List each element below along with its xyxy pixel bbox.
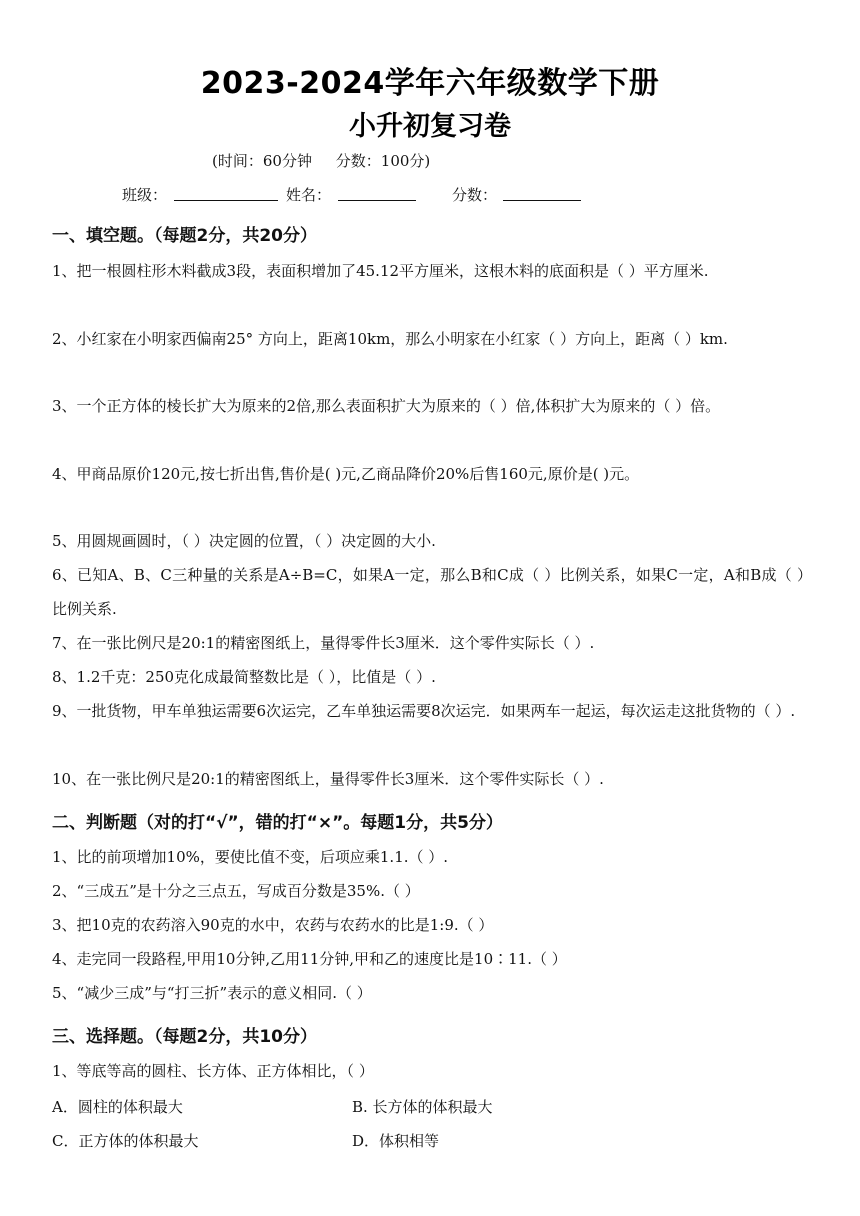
question-2-2: 2、“三成五”是十分之三点五，写成百分数是35%.（ ）	[52, 882, 420, 900]
question-1-7: 7、在一张比例尺是20:1的精密图纸上，量得零件长3厘米．这个零件实际长（ ）.	[52, 634, 595, 652]
question-2-1: 1、比的前项增加10%，要使比值不变，后项应乘1.1.（ ）.	[52, 848, 449, 866]
name-blank[interactable]	[338, 184, 416, 201]
score-label: 分数：	[452, 186, 498, 204]
question-1-6: 6、已知A、B、C三种量的关系是A÷B=C，如果A一定，那么B和C成（ ）比例关系，如果C一定，A和B成（ ）比例关系.	[52, 566, 812, 618]
class-blank[interactable]	[174, 184, 278, 201]
question-2-3: 3、把10克的农药溶入90克的水中，农药与农药水的比是1:9.（ ）	[52, 916, 494, 934]
question-1-1: 1、把一根圆柱形木料截成3段，表面积增加了45.12平方厘米，这根木料的底面积是（ ）平方厘米.	[52, 262, 709, 280]
name-label: 姓名：	[286, 186, 332, 204]
question-1-3: 3、一个正方体的棱长扩大为原来的2倍,那么表面积扩大为原来的（ ）倍,体积扩大为原来的（ ）倍。	[52, 397, 721, 415]
section-fill-in-heading: 一、填空题。（每题2分，共20分）	[52, 226, 317, 246]
exam-title: 2023-2024学年六年级数学下册	[200, 66, 660, 101]
option-a[interactable]: A．圆柱的体积最大	[52, 1098, 183, 1116]
question-1-4: 4、甲商品原价120元,按七折出售,售价是( )元,乙商品降价20%后售160元,原价是( )元。	[52, 465, 640, 483]
option-b[interactable]: B. 长方体的体积最大	[352, 1098, 493, 1116]
section-true-false-heading: 二、判断题（对的打“√”，错的打“×”。每题1分，共5分）	[52, 813, 503, 833]
question-1-2: 2、小红家在小明家西偏南25° 方向上，距离10km，那么小明家在小红家（ ）方向上，距离（ ）km.	[52, 330, 728, 348]
exam-subtitle: 小升初复习卷	[349, 111, 511, 142]
option-d[interactable]: D．体积相等	[352, 1132, 440, 1150]
question-3-1: 1、等底等高的圆柱、长方体、正方体相比，（ ）	[52, 1062, 374, 1080]
question-1-8: 8、1.2千克：250克化成最简整数比是（ ），比值是（ ）.	[52, 668, 436, 686]
option-c[interactable]: C．正方体的体积最大	[52, 1132, 199, 1150]
question-1-5: 5、用圆规画圆时，（ ）决定圆的位置，（ ）决定圆的大小.	[52, 532, 436, 550]
exam-time-score: (时间：60分钟 分数：100分)	[212, 152, 431, 170]
score-blank[interactable]	[503, 184, 581, 201]
question-1-10: 10、在一张比例尺是20:1的精密图纸上，量得零件长3厘米．这个零件实际长（ ）.	[52, 770, 604, 788]
question-2-4: 4、走完同一段路程,甲用10分钟,乙用11分钟,甲和乙的速度比是10∶11.（ ）	[52, 950, 567, 968]
class-label: 班级：	[122, 186, 168, 204]
section-choice-heading: 三、选择题。（每题2分，共10分）	[52, 1027, 317, 1047]
question-2-5: 5、“减少三成”与“打三折”表示的意义相同.（ ）	[52, 984, 372, 1002]
question-1-9: 9、一批货物，甲车单独运需要6次运完，乙车单独运需要8次运完．如果两车一起运，每次运走这批货物的（ ）.	[52, 702, 796, 720]
